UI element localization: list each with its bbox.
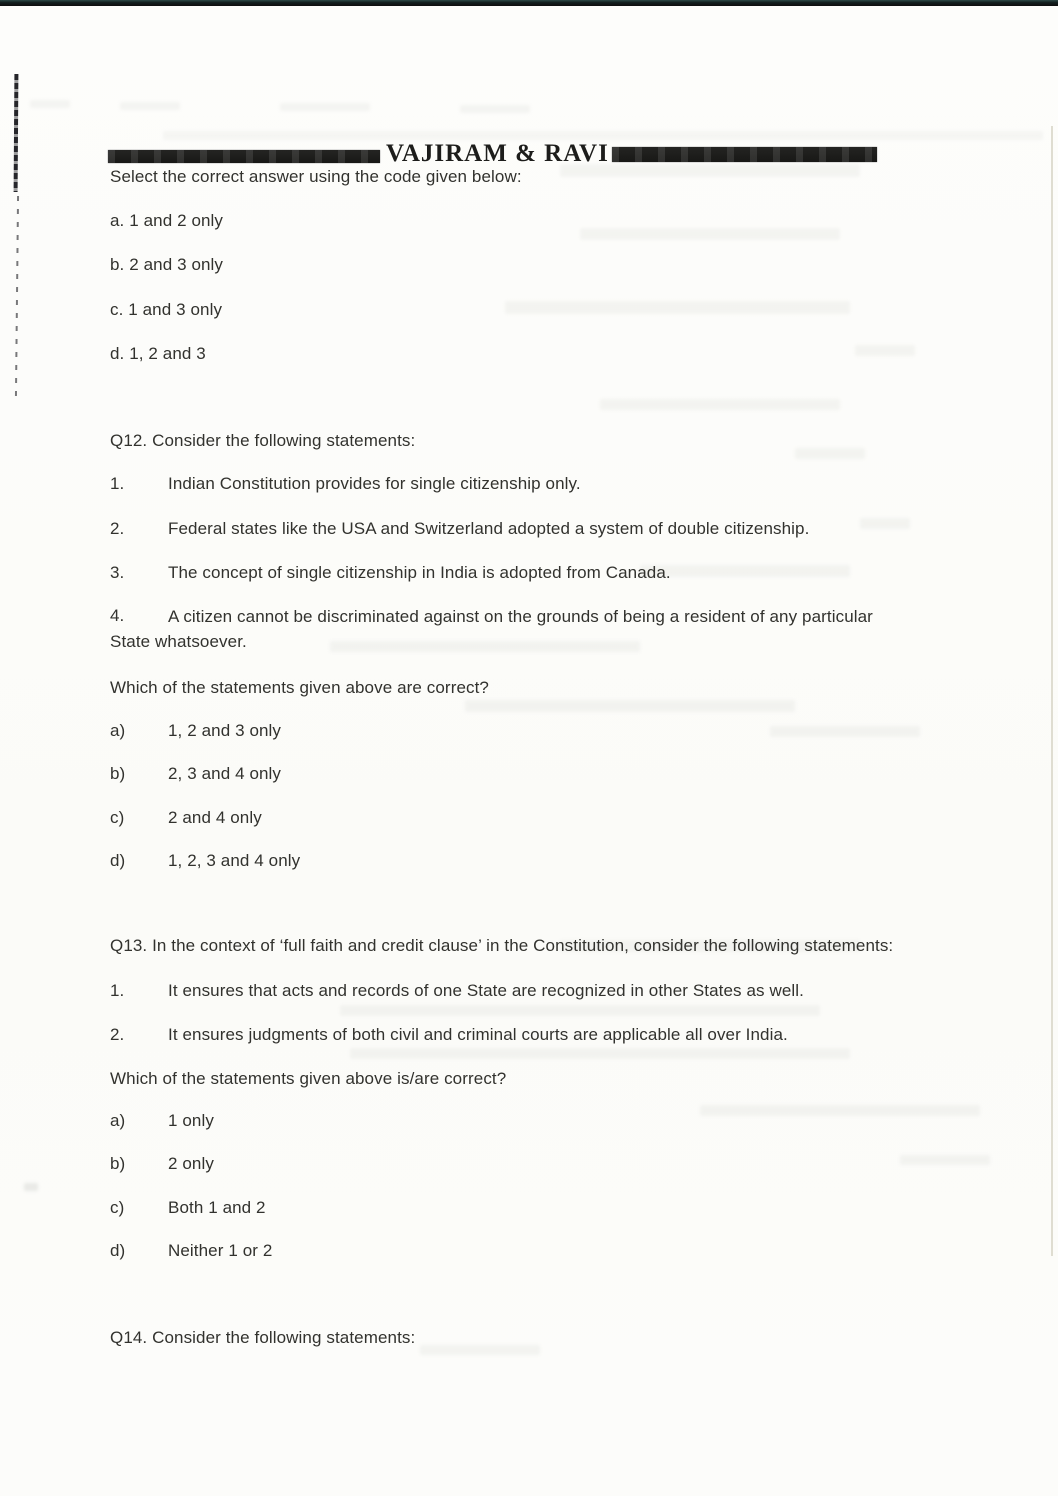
- scan-artifact-left-streak-dashed: [15, 196, 19, 396]
- statement-number: 2.: [110, 1025, 125, 1044]
- option-label: b): [110, 764, 126, 783]
- option-label: c): [110, 1198, 125, 1217]
- option-row: [110, 849, 300, 872]
- statement-row: [110, 472, 581, 495]
- statement-text: The concept of single citizenship in India is adopted from Canada.: [168, 563, 671, 582]
- option-text: 1, 2 and 3 only: [168, 721, 282, 740]
- answer-code-prompt: Select the correct answer using the code given below:: [110, 167, 522, 186]
- bleedthrough-smudge: [860, 518, 910, 529]
- bleedthrough-smudge: [600, 399, 840, 410]
- question-heading-q13: Q13. In the context of ‘full faith and credit clause’ in the Constitution, consider the following statements:: [110, 936, 894, 955]
- option-text: 2, 3 and 4 only: [168, 764, 282, 783]
- option-text: 2 only: [168, 1154, 214, 1173]
- question-prompt-q12: Which of the statements given above are correct?: [110, 678, 489, 697]
- code-option-a: a. 1 and 2 only: [110, 211, 224, 230]
- scan-edge-strip: [0, 0, 1058, 6]
- header-bar-right: [612, 147, 877, 162]
- option-text: Both 1 and 2: [168, 1198, 266, 1217]
- statement-row: [110, 561, 671, 584]
- bleedthrough-smudge: [120, 102, 180, 110]
- option-text: 1, 2, 3 and 4 only: [168, 851, 301, 870]
- option-text: 2 and 4 only: [168, 808, 262, 827]
- statement-number: 1.: [110, 474, 125, 493]
- code-option-d: d. 1, 2 and 3: [110, 344, 206, 363]
- bleedthrough-smudge: [420, 1345, 540, 1355]
- code-option-b: b. 2 and 3 only: [110, 255, 224, 274]
- bleedthrough-smudge: [24, 1183, 38, 1191]
- bleedthrough-smudge: [855, 345, 915, 356]
- statement-text: It ensures judgments of both civil and criminal courts are applicable all over India.: [168, 1025, 788, 1044]
- bleedthrough-smudge: [770, 726, 920, 737]
- statement-text: It ensures that acts and records of one State are recognized in other States as well.: [168, 981, 804, 1000]
- option-label: b): [110, 1154, 126, 1173]
- option-row: [110, 719, 281, 742]
- question-prompt-q13: Which of the statements given above is/are correct?: [110, 1069, 507, 1088]
- bleedthrough-smudge: [460, 105, 530, 113]
- option-label: d): [110, 851, 126, 870]
- statement-text: Federal states like the USA and Switzerland adopted a system of double citizenship.: [168, 519, 810, 538]
- statement-number: 2.: [110, 519, 125, 538]
- statement-text: Indian Constitution provides for single citizenship only.: [168, 474, 581, 493]
- brand-title: VAJIRAM & RAVI: [386, 140, 609, 167]
- scan-artifact-right-line: [1051, 126, 1053, 1256]
- bleedthrough-smudge: [465, 700, 795, 712]
- option-row: [110, 1196, 266, 1219]
- bleedthrough-smudge: [505, 301, 850, 314]
- statement-number: 4.: [110, 606, 125, 625]
- bleedthrough-smudge: [30, 100, 70, 108]
- bleedthrough-smudge: [580, 228, 840, 240]
- option-text: 1 only: [168, 1111, 214, 1130]
- option-label: a): [110, 1111, 126, 1130]
- bleedthrough-smudge: [640, 565, 850, 577]
- option-label: c): [110, 808, 125, 827]
- bleedthrough-smudge: [163, 131, 1043, 140]
- bleedthrough-smudge: [795, 448, 865, 459]
- option-label: a): [110, 721, 126, 740]
- bleedthrough-smudge: [900, 1155, 990, 1165]
- statement-number: 1.: [110, 981, 125, 1000]
- header-bar-left: [108, 150, 380, 163]
- option-text: Neither 1 or 2: [168, 1241, 273, 1260]
- option-row: [110, 762, 281, 785]
- question-heading-q12: Q12. Consider the following statements:: [110, 431, 416, 450]
- statement-number: 3.: [110, 563, 125, 582]
- statement-text: A citizen cannot be discriminated against on the grounds of being a resident of any particular State whatsoever.: [110, 607, 873, 651]
- option-row: [110, 806, 262, 829]
- statement-row: [110, 517, 809, 540]
- statement-row: [110, 979, 804, 1002]
- bleedthrough-smudge: [340, 1005, 820, 1016]
- bleedthrough-smudge: [700, 1105, 980, 1116]
- question-heading-q14: Q14. Consider the following statements:: [110, 1328, 416, 1347]
- bleedthrough-smudge: [280, 103, 370, 111]
- option-row: [110, 1152, 214, 1175]
- scan-artifact-left-streak: [14, 74, 19, 192]
- option-row: [110, 1239, 272, 1262]
- option-label: d): [110, 1241, 126, 1260]
- option-row: [110, 1109, 214, 1132]
- code-option-c: c. 1 and 3 only: [110, 300, 223, 319]
- statement-row: [110, 1023, 788, 1046]
- bleedthrough-smudge: [350, 1048, 850, 1059]
